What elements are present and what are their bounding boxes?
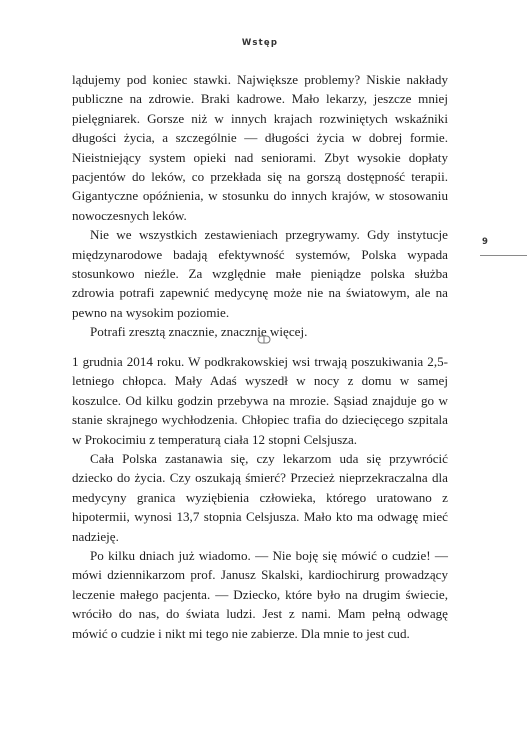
paragraph: Po kilku dniach już wiadomo. — Nie boję się mówić o cudzie! — mówi dziennikarzom prof. Janusz Skalski, kardiochirurg prowadzący leczenie małego pacjenta. — Dziecko, które było na drugim świecie, wróciło do nas, do świata ludzi. Jest z nami. Mam pełną odwagę mówić o cudzie i nikt mi tego nie zabierze. Dla mnie to jest cud.	[72, 548, 448, 641]
body-text-section-1	[72, 70, 448, 342]
page-number-tab	[480, 237, 527, 256]
page-number: 9	[482, 237, 488, 247]
paragraph: Cała Polska zastanawia się, czy lekarzom uda się przywrócić dziecko do życia. Czy oszukają śmierć? Przecież nieprzekraczalna dla medycyny granica wyziębienia człowieka, którego uratowano z hipotermii, wynosi 13,7 stopnia Celsjusza. Mało kto ma odwagę mieć nadzieję.	[72, 451, 448, 544]
pill-capsule-icon	[257, 330, 271, 347]
paragraph: Nie we wszystkich zestawieniach przegrywamy. Gdy instytucje międzynarodowe badają efektywność systemów, Polska wypada stosunkowo nieźle. Za względnie małe pieniądze polska służba zdrowia potrafi zapewnić medycynę może nie na światowym, ale na pewno na wysokim poziomie.	[72, 227, 448, 320]
body-text-section-2	[72, 352, 448, 643]
paragraph: lądujemy pod koniec stawki. Największe problemy? Niskie nakłady publiczne na zdrowie. Braki kadrowe. Mało lekarzy, jeszcze mniej pielęgniarek. Gorsze niż w innych krajach rozwiniętych wskaźniki długości życia, a szczególnie — długości życia w dobrej formie. Nieistniejący system opieki nad seniorami. Zbyt wysokie dopłaty pacjentów do leków, co przekłada się na gorszą dostępność terapii. Gigantyczne opóźnienia, w stosunku do innych krajów, w stosowaniu nowoczesnych leków.	[72, 72, 448, 223]
page-number-rule	[480, 255, 527, 256]
paragraph: 1 grudnia 2014 roku. W podkrakowskiej wsi trwają poszukiwania 2,5-letniego chłopca. Mały Adaś wyszedł w nocy z domu w samej koszulce. Od kilku godzin przebywa na mrozie. Sąsiad znajduje go w stanie skrajnego wychłodzenia. Chłopiec trafia do dziecięcego szpitala w Prokocimiu z temperaturą ciała 12 stopni Celsjusza.	[72, 354, 448, 447]
running-head: Wstęp	[241, 38, 279, 48]
paragraph: Potrafi zresztą znacznie, znacznie więcej.	[90, 324, 308, 340]
section-separator	[0, 334, 527, 344]
